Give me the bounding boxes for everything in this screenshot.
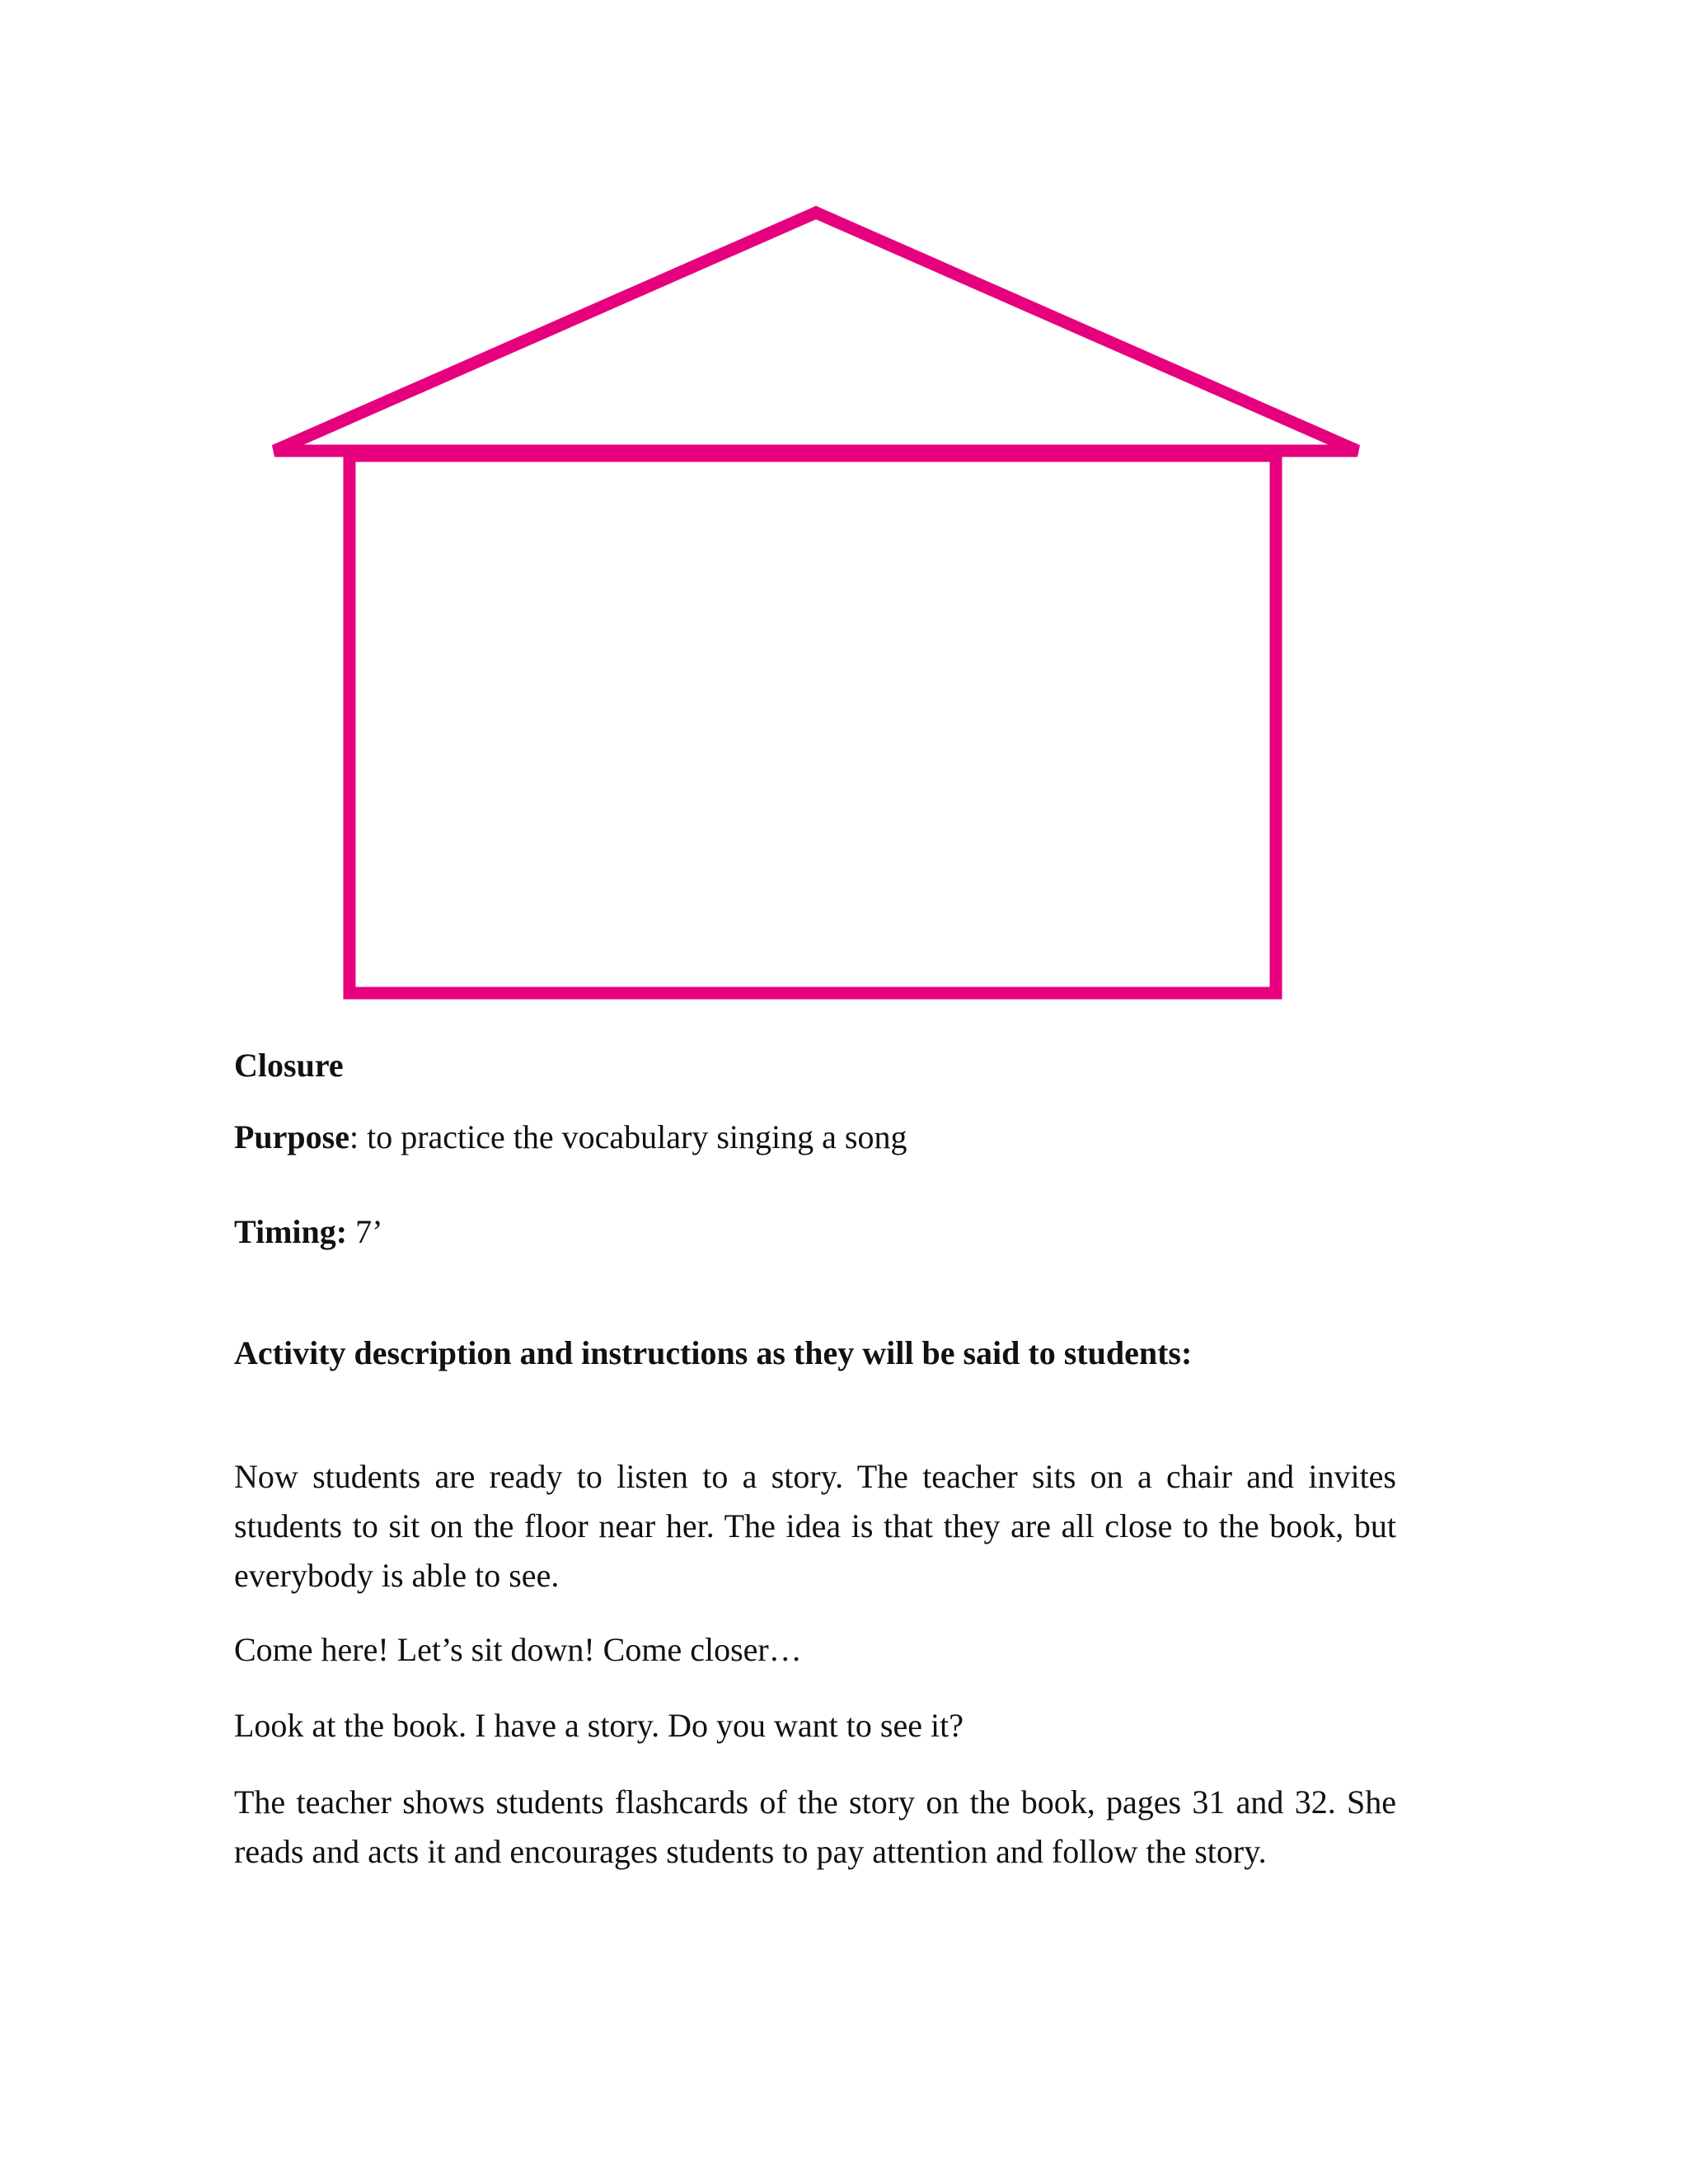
paragraph-instruction-come-here: Come here! Let’s sit down! Come closer… (234, 1631, 802, 1668)
house-body (349, 456, 1276, 993)
paragraph-instruction-look-book: Look at the book. I have a story. Do you want to see it? (234, 1707, 964, 1744)
paragraph-flashcards: The teacher shows students flashcards of the story on the book, pages 31 and 32. She reads and acts it and encourages students to pay attention and follow the story. (234, 1783, 1396, 1870)
paragraph-intro: Now students are ready to listen to a story. The teacher sits on a chair and invites students to sit on the floor near her. The idea is that they are all close to the book, but everybody is able to see. (234, 1458, 1396, 1594)
section-heading-closure: Closure (234, 1047, 344, 1084)
timing-value: 7’ (347, 1213, 383, 1250)
activity-heading: Activity description and instructions as they will be said to students: (234, 1334, 1193, 1371)
purpose-line (234, 1113, 1396, 1162)
purpose-label: Purpose (234, 1118, 349, 1155)
house-outline-icon (0, 0, 1688, 1030)
house-roof (274, 213, 1357, 451)
purpose-value: : to practice the vocabulary singing a song (349, 1118, 907, 1155)
timing-label: Timing: (234, 1213, 348, 1250)
timing-line (234, 1207, 1396, 1257)
